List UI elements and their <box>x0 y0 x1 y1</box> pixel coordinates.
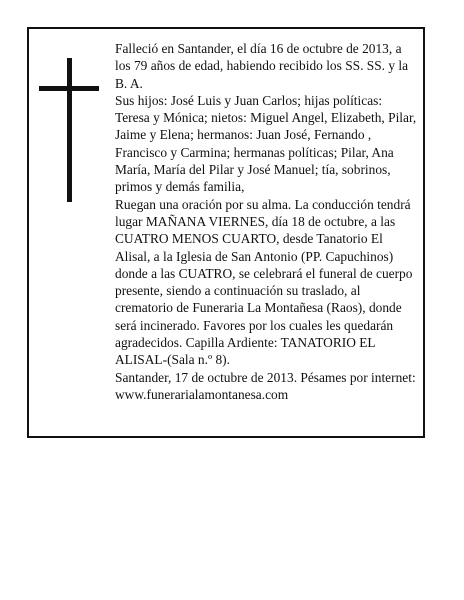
date-and-website: Santander, 17 de octubre de 2013. Pésames por internet: www.funerarialamontanesa.com <box>115 369 416 402</box>
cross-icon <box>39 58 99 202</box>
funeral-details: Ruegan una oración por su alma. La conducción tendrá lugar MAÑANA VIERNES, día 18 de octubre, a las CUATRO MENOS CUARTO, desde Tanatorio El Alisal, a la Iglesia de San Antonio (PP. Capuchinos) donde a las CUATRO, se celebrará el funeral de cuerpo presente, siendo a continuación su traslado, al crematorio de Funeraria La Montañesa (Raos), donde será incinerado. Favores por los cuales les quedarán agradecidos. Capilla Ardiente: TANATORIO EL ALISAL-(Sala n.º 8). <box>115 196 413 368</box>
family-list: Sus hijos: José Luis y Juan Carlos; hijas políticas: Teresa y Mónica; nietos: Miguel Angel, Elizabeth, Pilar, Jaime y Elena; hermanos: Juan José, Fernando , Francisco y Carmina; hermanas políticas; Pilar, Ana María, María del Pilar y José Manuel; tía, sobrinos, primos y demás familia, <box>115 92 417 195</box>
death-announcement: Falleció en Santander, el día 16 de octubre de 2013, a los 79 años de edad, habiendo recibido los SS. SS. y la B. A. <box>115 41 409 91</box>
cross-horizontal-bar <box>39 86 99 91</box>
obituary-notice <box>27 27 425 438</box>
notice-text <box>115 40 417 403</box>
cross-vertical-bar <box>67 58 72 202</box>
